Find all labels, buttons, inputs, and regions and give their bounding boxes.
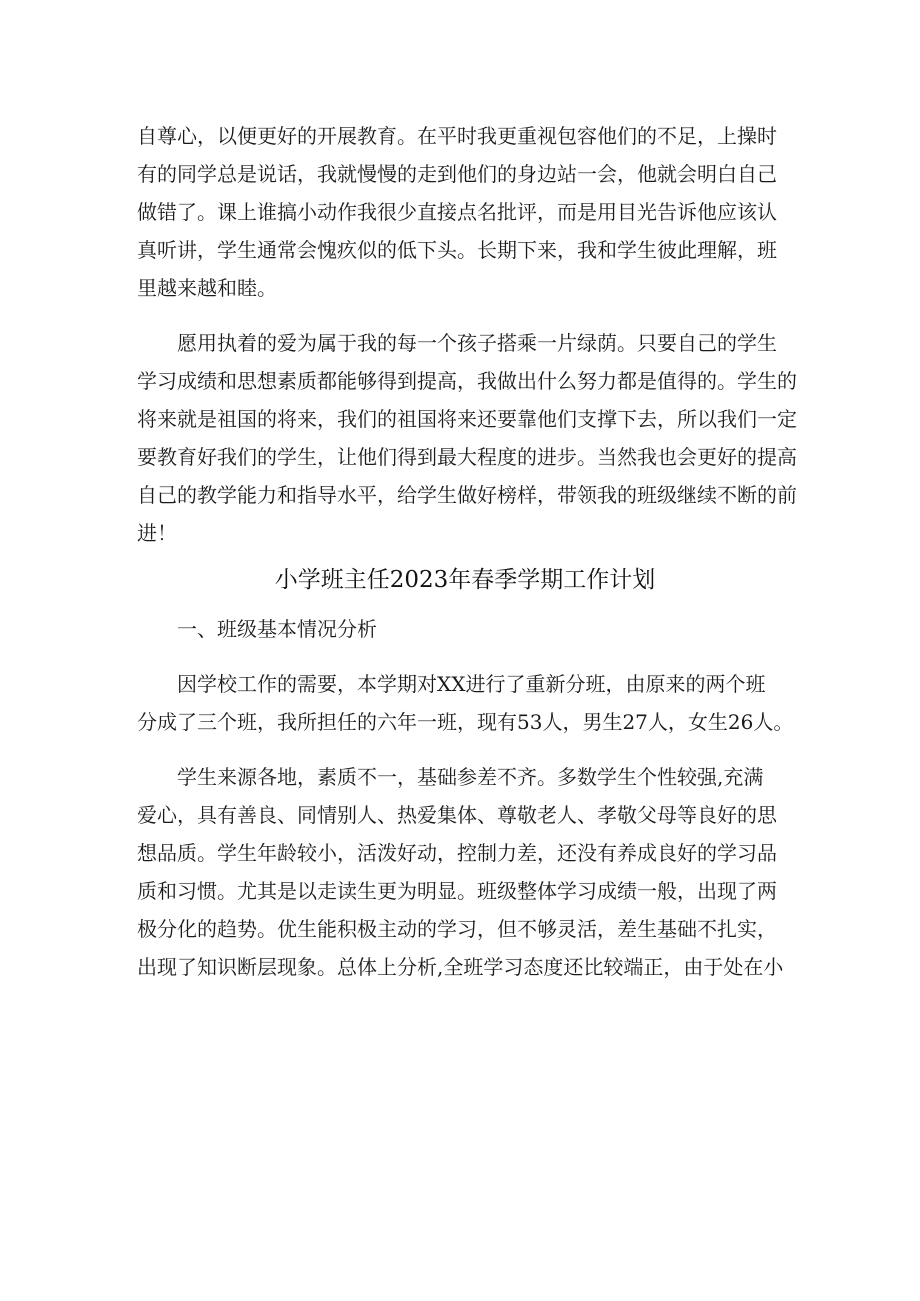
- paragraph-spacing: [137, 741, 793, 758]
- text-line: 学习成绩和思想素质都能够得到提高，我做出什么努力都是值得的。学生的: [137, 369, 797, 393]
- paragraph: [137, 758, 793, 986]
- text-line: 想品质。学生年龄较小，活泼好动，控制力差，还没有养成良好的学习品: [137, 841, 777, 865]
- paragraph-spacing: [137, 307, 793, 324]
- section-heading-block: [137, 610, 793, 648]
- text-line: 质和习惯。尤其是以走读生更为明显。班级整体学习成绩一般，出现了两: [137, 879, 777, 903]
- document-body: [137, 117, 797, 986]
- paragraph: [137, 117, 793, 307]
- paragraph-spacing: [137, 648, 793, 665]
- text-line: 爱心，具有善良、同情别人、热爱集体、尊敬老人、孝敬父母等良好的思: [137, 803, 777, 827]
- text-line: 要教育好我们的学生，让他们得到最大程度的进步。当然我也会更好的提高: [137, 445, 797, 469]
- paragraph: [137, 324, 797, 552]
- section-heading: 一、班级基本情况分析: [177, 617, 377, 641]
- text-line: 极分化的趋势。优生能积极主动的学习，但不够灵活，差生基础不扎实，: [137, 917, 777, 941]
- text-line: 将来就是祖国的将来，我们的祖国将来还要靠他们支撑下去，所以我们一定: [137, 407, 797, 431]
- document-title: 小学班主任2023年春季学期工作计划: [274, 567, 656, 593]
- text-line: 真听讲，学生通常会愧疚似的低下头。长期下来，我和学生彼此理解，班: [137, 238, 777, 262]
- text-line: 学生来源各地，素质不一，基础参差不齐。多数学生个性较强,充满: [177, 765, 764, 789]
- text-line: 进！: [137, 521, 177, 545]
- text-line: 里越来越和睦。: [137, 276, 277, 300]
- text-line: 分成了三个班，我所担任的六年一班，现有53人，男生27人，女生26人。: [137, 710, 794, 734]
- text-line: 出现了知识断层现象。总体上分析,全班学习态度还比较端正，由于处在小: [137, 955, 784, 979]
- text-line: 有的同学总是说话，我就慢慢的走到他们的身边站一会，他就会明白自己: [137, 162, 777, 186]
- text-line: 自尊心，以便更好的开展教育。在平时我更重视包容他们的不足，上操时: [137, 124, 777, 148]
- text-line: 自己的教学能力和指导水平，给学生做好榜样，带领我的班级继续不断的前: [137, 483, 797, 507]
- text-line: 愿用执着的爱为属于我的每一个孩子搭乘一片绿荫。只要自己的学生: [177, 331, 777, 355]
- text-line: 因学校工作的需要，本学期对XX进行了重新分班，由原来的两个班: [177, 672, 766, 696]
- text-line: 做错了。课上谁搞小动作我很少直接点名批评，而是用目光告诉他应该认: [137, 200, 777, 224]
- paragraph: [137, 665, 793, 741]
